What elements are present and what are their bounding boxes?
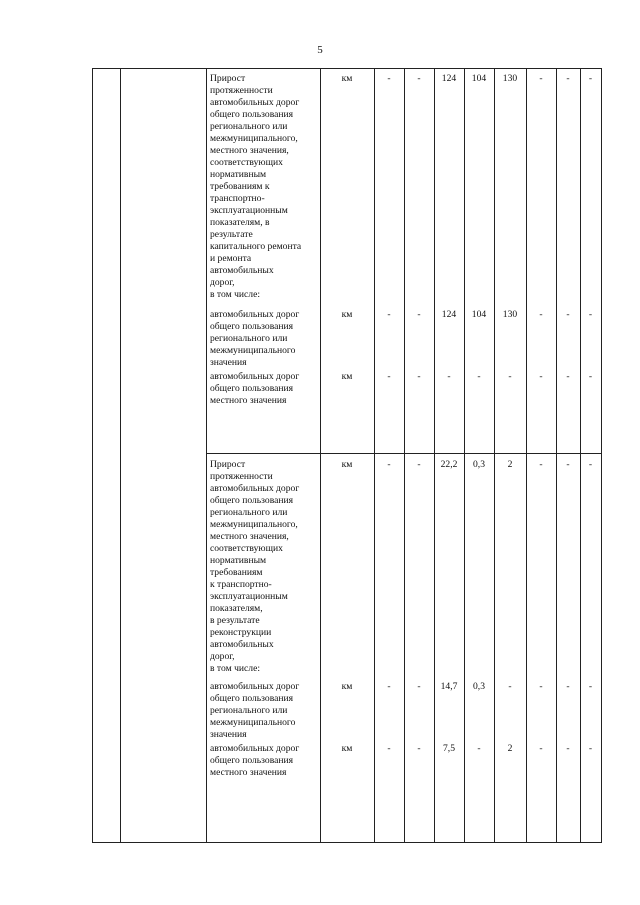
- column-divider: [320, 69, 321, 842]
- column-divider: [556, 69, 557, 842]
- block1-row1-description: Прирост протяженности автомобильных дорог общего пользования регионального или межмуниципального, местного значения, соответствующих нормативным требованиям к транспортно- эксплуатационным показателям, в результате капитального ремонта и ремонта автомобильных дорог, в том числе:: [210, 73, 302, 300]
- table-cell: -: [539, 371, 543, 382]
- table-cell: -: [539, 309, 543, 320]
- table-cell: -: [588, 309, 593, 320]
- table-cell: -: [417, 681, 421, 692]
- table-cell: -: [588, 371, 593, 382]
- block1-row1-unit: км: [341, 73, 353, 84]
- indicators-table: [92, 68, 602, 843]
- column-divider: [434, 69, 435, 842]
- block2-row2-unit: км: [341, 681, 353, 692]
- table-cell: -: [588, 73, 593, 84]
- block2-row3-description: автомобильных дорог общего пользования местного значения: [210, 743, 300, 778]
- block2-row1-description: Прирост протяженности автомобильных дорог общего пользования регионального или межмуниципального, местного значения, соответствующих нормативным требованиям к транспортно- эксплуатационным показателям, в результате реконструкции автомобильных дорог, в том числе:: [210, 459, 300, 674]
- column-divider: [526, 69, 527, 842]
- table-cell: -: [539, 73, 543, 84]
- table-cell: -: [387, 743, 391, 754]
- table-cell: -: [477, 371, 481, 382]
- table-cell: 124: [441, 309, 457, 320]
- table-cell: -: [566, 309, 570, 320]
- table-cell: -: [508, 371, 512, 382]
- table-cell: -: [387, 309, 391, 320]
- table-cell: -: [417, 309, 421, 320]
- table-cell: 104: [471, 73, 487, 84]
- table-cell: -: [387, 681, 391, 692]
- table-cell: -: [539, 681, 543, 692]
- table-border-right: [601, 69, 602, 842]
- column-divider: [494, 69, 495, 842]
- table-cell: -: [387, 73, 391, 84]
- column-divider: [580, 69, 581, 842]
- page-number: 5: [317, 44, 323, 56]
- block-separator: [206, 453, 602, 454]
- table-cell: -: [539, 459, 543, 470]
- block1-row2-unit: км: [341, 309, 353, 320]
- table-cell: -: [417, 459, 421, 470]
- table-cell: -: [417, 743, 421, 754]
- table-cell: 104: [471, 309, 487, 320]
- table-cell: -: [588, 743, 593, 754]
- table-cell: 2: [507, 459, 513, 470]
- table-cell: -: [588, 459, 593, 470]
- table-cell: 7,5: [443, 743, 455, 754]
- table-cell: 130: [502, 309, 518, 320]
- table-cell: 0,3: [473, 681, 485, 692]
- column-divider: [206, 69, 207, 842]
- table-cell: 2: [507, 743, 513, 754]
- table-cell: 14,7: [440, 681, 458, 692]
- column-divider: [464, 69, 465, 842]
- block2-row3-unit: км: [341, 743, 353, 754]
- table-cell: -: [566, 743, 570, 754]
- table-cell: -: [588, 681, 593, 692]
- table-cell: -: [387, 459, 391, 470]
- table-cell: -: [508, 681, 512, 692]
- table-cell: 124: [441, 73, 457, 84]
- block2-row2-description: автомобильных дорог общего пользования регионального или межмуниципального значения: [210, 681, 300, 740]
- table-cell: -: [387, 371, 391, 382]
- table-cell: -: [566, 459, 570, 470]
- table-cell: -: [447, 371, 451, 382]
- block1-row3-unit: км: [341, 371, 353, 382]
- table-cell: -: [539, 743, 543, 754]
- table-cell: -: [566, 681, 570, 692]
- column-divider: [404, 69, 405, 842]
- block1-row3-description: автомобильных дорог общего пользования местного значения: [210, 371, 300, 406]
- table-cell: -: [417, 371, 421, 382]
- block1-row2-description: автомобильных дорог общего пользования регионального или межмуниципального значения: [210, 309, 300, 368]
- table-cell: 0,3: [473, 459, 485, 470]
- column-divider: [120, 69, 121, 842]
- table-cell: -: [477, 743, 481, 754]
- column-divider: [374, 69, 375, 842]
- table-cell: 22,2: [440, 459, 458, 470]
- table-cell: 130: [502, 73, 518, 84]
- table-cell: -: [566, 371, 570, 382]
- table-border-left: [92, 69, 93, 842]
- table-cell: -: [417, 73, 421, 84]
- table-cell: -: [566, 73, 570, 84]
- block2-row1-unit: км: [341, 459, 353, 470]
